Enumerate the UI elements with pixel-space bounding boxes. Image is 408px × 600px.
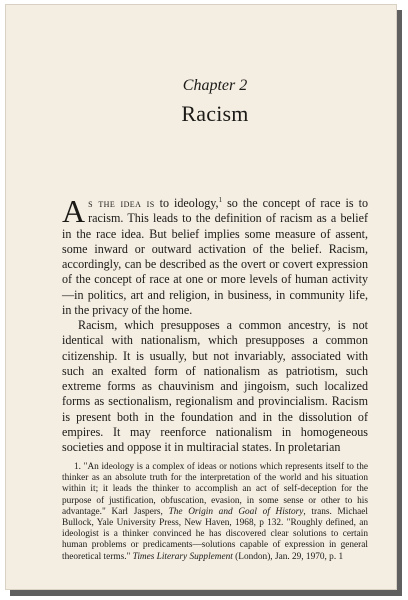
paragraph-1-text-a: to ideology,	[154, 196, 219, 210]
footnote-text	[62, 462, 368, 563]
footnote-title-1: The Origin and Goal of History	[168, 506, 304, 517]
paragraph-2: Racism, which presupposes a common ancestry, is not identical with nationalism, which presupposes a common citizenship. It is usually, but not invariably, associated with such an exalted form of nationalism as patriotism, such extreme forms as chauvinism and jingoism, such localized forms as sectionalism, regionalism and provincialism. Racism is present both in the foundation and in the dissolution of empires. It may reenforce nationalism in homogeneous societies and oppose it in multiracial states. In proletarian	[62, 318, 368, 454]
drop-cap: A	[62, 193, 86, 229]
lead-in: s the idea is	[88, 196, 155, 210]
footnote	[62, 462, 368, 563]
footnote-part-2: , trans. Michael Bullock, Yale University Press, New Haven, 1968, p 132. "Roughly defined, an ideologist is a thinker convinced he has discovered clear solutions to certain human problems or predicaments—solutions capable of expression in general theoretical terms."	[62, 506, 368, 562]
body-text	[62, 193, 368, 455]
footnote-part-3: (London), Jan. 29, 1970, p. 1	[232, 551, 344, 562]
book-page	[5, 4, 397, 590]
paragraph-1-text-b: so the concept of race is to racism. This leads to the definition of racism as a belief in the race idea. But belief implies some measure of assent, some inward or outward activation of the belief. Racism, accordingly, can be described as the overt or covert expression of the concept of race at one or more levels of human activity—in politics, art and religion, in business, in community life, in the privacy of the home.	[62, 196, 368, 317]
chapter-title: Racism	[181, 101, 249, 126]
paragraph-1	[62, 193, 368, 318]
footnote-part-1: 1. "An ideology is a complex of ideas or notions which represents itself to the thinker as an absolute truth for the interpretation of the world and his situation within it; it leads the thinker to accomplish an act of self-deception for the purpose of justification, obfuscation, evasion, in some sense or other to his advantage." Karl Jaspers,	[62, 462, 368, 517]
chapter-label: Chapter 2	[182, 77, 248, 94]
footnote-reference: 1	[218, 195, 223, 204]
footnote-title-2: Times Literary Supplement	[132, 551, 233, 562]
